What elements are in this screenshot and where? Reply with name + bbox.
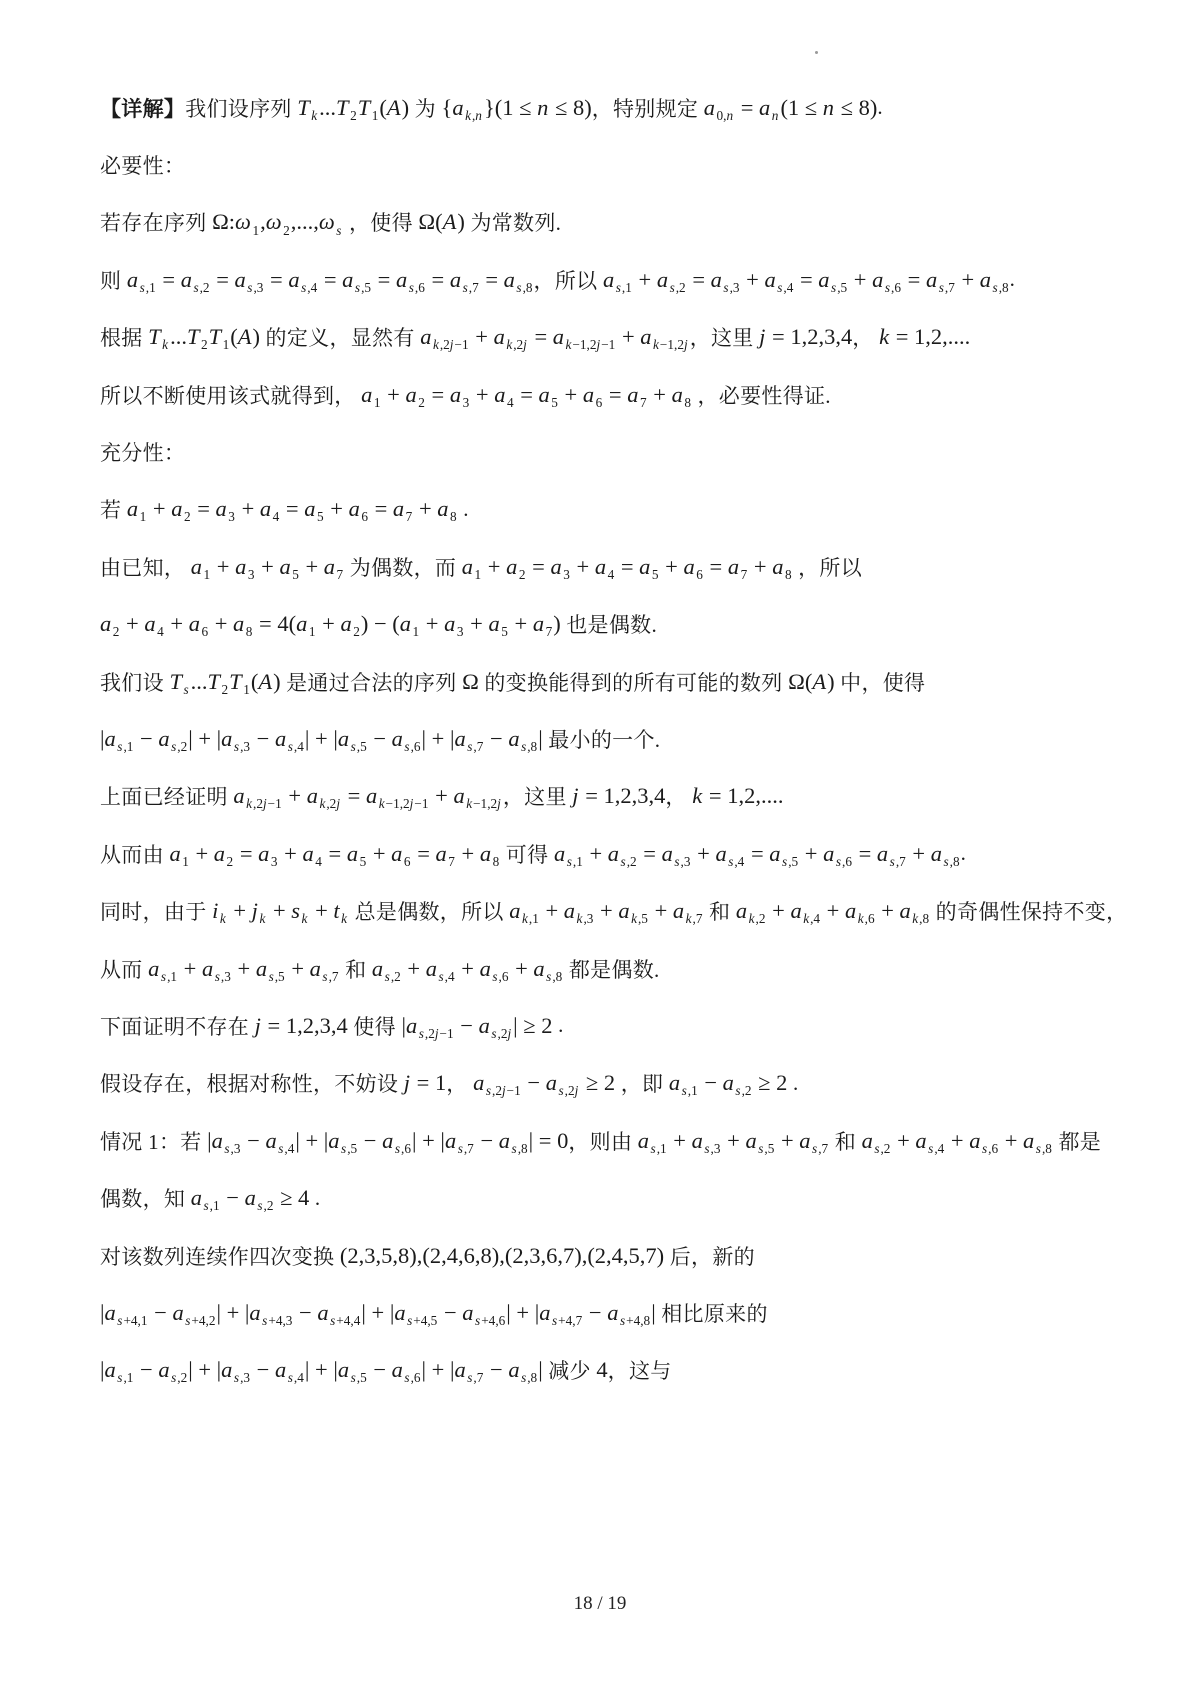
text-fragment: ，这与 [607, 1359, 672, 1384]
math-fragment: Ω:ω $_1$,ω $_2$,...,ω $_s$ [212, 209, 342, 238]
document-line [100, 309, 1120, 366]
math-fragment: a $_{s,1}$ + a $_{s,3}$ + a $_{s,5}$ + a $_{s,7}$ [148, 955, 339, 984]
text-fragment: 为偶数，而 [344, 555, 462, 580]
text-fragment: ，则由 [568, 1129, 638, 1154]
document-line [100, 366, 1120, 423]
math-fragment: a $_{0,n}$ = a $_n$(1 ≤ n ≤ 8) [703, 94, 878, 123]
text-fragment: 为常数列. [464, 211, 562, 236]
document-line [100, 1055, 1120, 1112]
text-fragment: 从而由 [100, 842, 170, 867]
document-line [100, 997, 1120, 1054]
math-fragment: j = 1,2,3,4 [759, 324, 853, 350]
text-fragment: . [960, 841, 967, 866]
text-fragment: 对该数列连续作四次变换 [100, 1244, 340, 1269]
document-line [100, 79, 1120, 136]
text-fragment: ， [852, 326, 880, 351]
text-fragment: 后，新的 [664, 1244, 755, 1269]
text-fragment: 的定义，显然有 [260, 326, 421, 351]
math-fragment: |a $_{s,3}$ − a $_{s,4}$| + |a $_{s,5}$ − a $_{s,6}$| + |a $_{s,7}$ − a $_{s,8}$| = 0 [207, 1127, 569, 1156]
math-fragment: k = 1,2,.... [692, 783, 784, 809]
math-fragment: j = 1 [403, 1070, 447, 1096]
text-fragment: . [552, 1013, 564, 1038]
math-fragment: |a $_{s+4,1}$ − a $_{s+4,2}$| + |a $_{s+4,3}$ − a $_{s+4,4}$| + |a $_{s+4,5}$ − a $_{s+4,6}$| + |a $_{s+4,7}$ − a $_{s+4,8}$| [100, 1299, 656, 1328]
text-fragment: 和 [339, 957, 372, 982]
text-fragment: 若 [100, 498, 127, 523]
document-line [100, 1169, 1120, 1226]
text-fragment: . [787, 1070, 799, 1095]
math-fragment: a $_{k,2j-1}$ + a $_{k,2j}$ = a $_{k-1,2j-1}$ + a $_{k-1,2j}$ [420, 324, 688, 353]
text-fragment: 为 [409, 96, 442, 121]
document-line [100, 882, 1128, 939]
text-fragment: 假设存在，根据对称性，不妨设 [100, 1072, 404, 1097]
text-fragment: 由已知， [100, 555, 191, 580]
math-fragment: k = 1,2,.... [879, 324, 971, 350]
math-fragment: a $_{s,1}$ − a $_{s,2}$ ≥ 4 [190, 1185, 310, 1214]
text-fragment: 根据 [100, 326, 149, 351]
text-fragment: 从而 [100, 957, 149, 982]
math-fragment: a $_1$ + a $_2$ = a $_3$ + a $_4$ = a $_5$ + a $_6$ = a $_7$ + a $_8$ [461, 553, 792, 582]
document-body [100, 79, 1128, 1399]
text-fragment: ，这里 [689, 326, 760, 351]
text-fragment: . [1009, 267, 1016, 292]
document-line [100, 251, 1120, 308]
document-line [100, 136, 1120, 193]
text-fragment: 我们设 [100, 670, 170, 695]
text-fragment: 使得 [347, 1014, 402, 1039]
math-fragment: (2,3,5,8),(2,4,6,8),(2,3,6,7),(2,4,5,7) [339, 1242, 665, 1268]
math-fragment: Ω(A) [788, 668, 835, 694]
document-line [100, 481, 1120, 538]
document-line [100, 825, 1120, 882]
page-number: 18 / 19 [573, 1593, 627, 1614]
text-fragment: ，所以 [533, 268, 603, 293]
text-fragment: . [309, 1185, 321, 1210]
math-fragment: a $_{s,1}$ + a $_{s,2}$ = a $_{s,3}$ + a $_{s,4}$ = a $_{s,5}$ + a $_{s,6}$ = a $_{s,7}$ + a $_{s,8}$ [602, 266, 1009, 295]
text-fragment: ，这里 [502, 785, 573, 810]
math-fragment: i $_k$ + j $_k$ + s $_k$ + t $_k$ [212, 898, 348, 927]
text-fragment: 的奇偶性保持不变， [930, 900, 1128, 925]
math-fragment: a $_{s,2}$ + a $_{s,4}$ + a $_{s,6}$ + a $_{s,8}$ [861, 1127, 1052, 1156]
text-fragment: ，使得 [343, 211, 419, 236]
text-fragment: . [877, 95, 883, 120]
document-line [100, 768, 1120, 825]
text-fragment: 最小的一个. [542, 727, 661, 752]
document-line [100, 1342, 1120, 1399]
text-fragment: 相比原来的 [655, 1301, 768, 1326]
math-fragment: a $_{s,1}$ = a $_{s,2}$ = a $_{s,3}$ = a $_{s,4}$ = a $_{s,5}$ = a $_{s,6}$ = a $_{s,7}$ = a $_{s,8}$ [126, 266, 533, 295]
math-fragment: Ω(A) [418, 209, 465, 235]
math-fragment: j = 1,2,3,4 [572, 783, 666, 809]
text-fragment: 【详解】 [100, 96, 186, 121]
text-fragment: 若存在序列 [100, 211, 213, 236]
document-line [100, 710, 1120, 767]
text-fragment: 充分性： [100, 441, 186, 466]
text-fragment: 所以不断使用该式就得到， [100, 383, 362, 408]
document-line [100, 423, 1120, 480]
page-speck [815, 51, 818, 54]
text-fragment: 中，使得 [834, 670, 926, 695]
document-line [100, 653, 1120, 710]
document-line [100, 538, 1120, 595]
text-fragment: ， [446, 1072, 474, 1097]
document-line [100, 1284, 1120, 1341]
text-fragment: 是通过合法的序列 [280, 670, 463, 695]
math-fragment: j = 1,2,3,4 [254, 1012, 348, 1038]
text-fragment: ，必要性得证. [691, 383, 831, 408]
text-fragment: 的变换能得到的所有可能的数列 [478, 670, 789, 695]
math-fragment: a $_1$ + a $_2$ = a $_3$ + a $_4$ = a $_5$ + a $_6$ = a $_7$ + a $_8$ [126, 496, 457, 525]
text-fragment: . [457, 496, 469, 521]
math-fragment: a $_{s,1}$ − a $_{s,2}$ ≥ 2 [668, 1070, 788, 1099]
math-fragment: T $_k$...T $_2$T $_1$(A) [297, 94, 410, 123]
text-fragment: 则 [100, 268, 127, 293]
math-fragment: a $_{k,2}$ + a $_{k,4}$ + a $_{k,6}$ + a $_{k,8}$ [735, 898, 930, 927]
text-fragment: 和 [703, 900, 736, 925]
math-fragment: Ω [462, 668, 479, 694]
math-fragment: a $_{k,1}$ + a $_{k,3}$ + a $_{k,5}$ + a $_{k,7}$ [509, 898, 703, 927]
math-fragment: a $_{s,1}$ + a $_{s,2}$ = a $_{s,3}$ + a $_{s,4}$ = a $_{s,5}$ + a $_{s,6}$ = a $_{s,7}$ + a $_{s,8}$ [553, 840, 960, 869]
math-fragment: a $_{s,1}$ + a $_{s,3}$ + a $_{s,5}$ + a $_{s,7}$ [637, 1127, 829, 1156]
text-fragment: 我们设序列 [185, 96, 298, 121]
math-fragment: a $_{s,2j-1}$ − a $_{s,2j}$ ≥ 2 [473, 1070, 616, 1099]
math-fragment: {a $_{k,n}$}(1 ≤ n ≤ 8) [441, 94, 592, 123]
math-fragment: |a $_{s,1}$ − a $_{s,2}$| + |a $_{s,3}$ − a $_{s,4}$| + |a $_{s,5}$ − a $_{s,6}$| + |a $_{s,7}$ − a $_{s,8}$| [100, 725, 543, 755]
math-fragment: |a $_{s,1}$ − a $_{s,2}$| + |a $_{s,3}$ − a $_{s,4}$| + |a $_{s,5}$ − a $_{s,6}$| + |a $_{s,7}$ − a $_{s,8}$| [100, 1357, 543, 1386]
text-fragment: 情况 1：若 [100, 1129, 208, 1154]
math-fragment: a $_1$ + a $_3$ + a $_5$ + a $_7$ [190, 553, 344, 582]
text-fragment: 减少 [542, 1359, 597, 1384]
document-line [100, 1112, 1120, 1169]
math-fragment: a $_1$ + a $_2$ = a $_3$ + a $_4$ = a $_5$ + a $_6$ = a $_7$ + a $_8$ [361, 381, 691, 410]
math-fragment: |a $_{s,2j-1}$ − a $_{s,2j}$| ≥ 2 [401, 1012, 553, 1041]
text-fragment: 必要性： [100, 154, 186, 179]
text-fragment: 都是偶数. [563, 957, 660, 982]
document-line [100, 1227, 1120, 1284]
math-fragment: T $_k$...T $_2$T $_1$(A) [148, 324, 260, 353]
text-fragment: ，特别规定 [591, 96, 704, 121]
text-fragment: ，所以 [792, 555, 863, 580]
text-fragment: 下面证明不存在 [100, 1014, 255, 1039]
document-line [100, 940, 1120, 997]
text-fragment: 也是偶数. [560, 613, 658, 638]
document-line [100, 194, 1120, 251]
math-fragment: T $_s$...T $_2$T $_1$(A) [169, 668, 281, 697]
text-fragment: 偶数，知 [100, 1187, 191, 1212]
math-fragment: a $_2$ + a $_4$ + a $_6$ + a $_8$ = 4(a $_1$ + a $_2$) − (a $_1$ + a $_3$ + a $_5$ + a $_7$) [100, 611, 561, 640]
math-fragment: 4 [596, 1357, 608, 1383]
text-fragment: 和 [829, 1129, 862, 1154]
text-fragment: 同时，由于 [100, 900, 213, 925]
text-fragment: 总是偶数，所以 [349, 900, 510, 925]
text-fragment: ，即 [615, 1072, 669, 1097]
math-fragment: a $_1$ + a $_2$ = a $_3$ + a $_4$ = a $_5$ + a $_6$ = a $_7$ + a $_8$ [169, 840, 500, 869]
text-fragment: 可得 [500, 842, 554, 867]
document-line [100, 596, 1120, 653]
text-fragment: 都是 [1052, 1129, 1102, 1154]
math-fragment: a $_{s,2}$ + a $_{s,4}$ + a $_{s,6}$ + a $_{s,8}$ [371, 955, 563, 984]
text-fragment: 上面已经证明 [100, 785, 234, 810]
math-fragment: a $_{k,2j-1}$ + a $_{k,2j}$ = a $_{k-1,2j-1}$ + a $_{k-1,2j}$ [233, 783, 501, 812]
text-fragment: ， [665, 785, 693, 810]
